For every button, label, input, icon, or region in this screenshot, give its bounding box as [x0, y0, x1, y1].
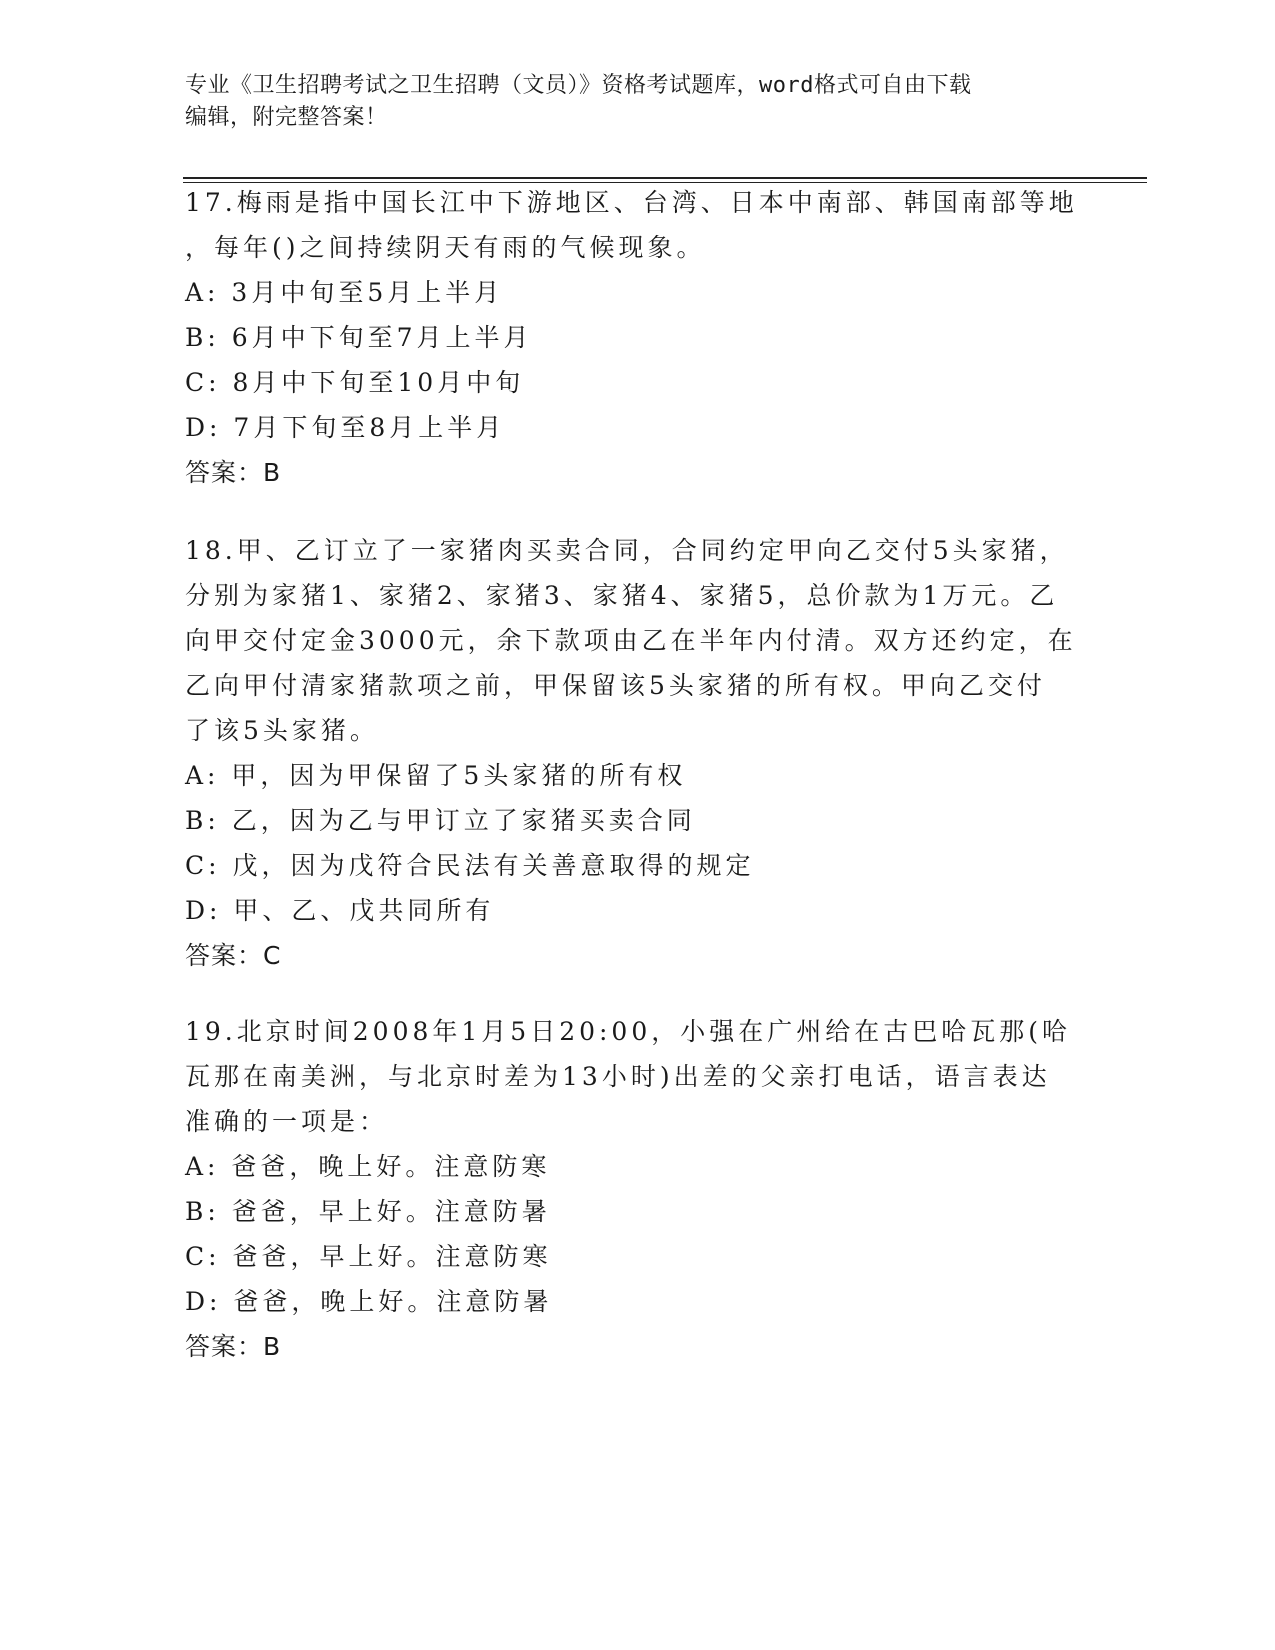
header-divider-thick [183, 177, 1147, 179]
question-stem-line: 瓦那在南美洲，与北京时差为13小时)出差的父亲打电话，语言表达 [185, 1062, 1051, 1091]
question-17 [185, 180, 1085, 495]
document-header [185, 70, 1085, 134]
header-line-1: 专业《卫生招聘考试之卫生招聘（文员）》资格考试题库，word格式可自由下载 [185, 73, 972, 98]
question-stem-line: 乙向甲付清家猪款项之前，甲保留该5头家猪的所有权。甲向乙交付 [185, 671, 1046, 700]
question-stem-line: 19.北京时间2008年1月5日20:00，小强在广州给在古巴哈瓦那(哈 [185, 1017, 1071, 1046]
question-stem-line: ，每年()之间持续阴天有雨的气候现象。 [185, 233, 706, 262]
option-b: B: 乙，因为乙与甲订立了家猪买卖合同 [185, 806, 696, 835]
option-d: D: 甲、乙、戊共同所有 [185, 896, 495, 925]
question-stem-line: 准确的一项是： [185, 1107, 389, 1136]
option-a: A: 3月中旬至5月上半月 [185, 278, 504, 307]
question-stem-line: 18.甲、乙订立了一家猪肉买卖合同，合同约定甲向乙交付5头家猪， [185, 536, 1069, 565]
question-stem-line: 分别为家猪1、家猪2、家猪3、家猪4、家猪5，总价款为1万元。乙 [185, 581, 1059, 610]
question-18 [185, 528, 1085, 978]
option-a: A: 甲，因为甲保留了5头家猪的所有权 [185, 761, 687, 790]
question-19 [185, 1009, 1085, 1369]
answer-label: 答案：C [185, 941, 282, 970]
option-a: A: 爸爸，晚上好。注意防寒 [185, 1152, 551, 1181]
option-d: D: 7月下旬至8月上半月 [185, 413, 506, 442]
option-b: B: 爸爸，早上好。注意防暑 [185, 1197, 551, 1226]
question-stem-line: 了该5头家猪。 [185, 716, 379, 745]
option-c: C: 戊，因为戊符合民法有关善意取得的规定 [185, 851, 755, 880]
option-c: C: 8月中下旬至10月中旬 [185, 368, 525, 397]
answer-label: 答案：B [185, 458, 282, 487]
question-stem-line: 17.梅雨是指中国长江中下游地区、台湾、日本中南部、韩国南部等地 [185, 188, 1078, 217]
option-c: C: 爸爸，早上好。注意防寒 [185, 1242, 552, 1271]
option-b: B: 6月中下旬至7月上半月 [185, 323, 533, 352]
answer-label: 答案：B [185, 1332, 282, 1361]
question-stem-line: 向甲交付定金3000元，余下款项由乙在半年内付清。双方还约定，在 [185, 626, 1077, 655]
header-line-2: 编辑，附完整答案！ [185, 105, 388, 130]
option-d: D: 爸爸，晚上好。注意防暑 [185, 1287, 553, 1316]
